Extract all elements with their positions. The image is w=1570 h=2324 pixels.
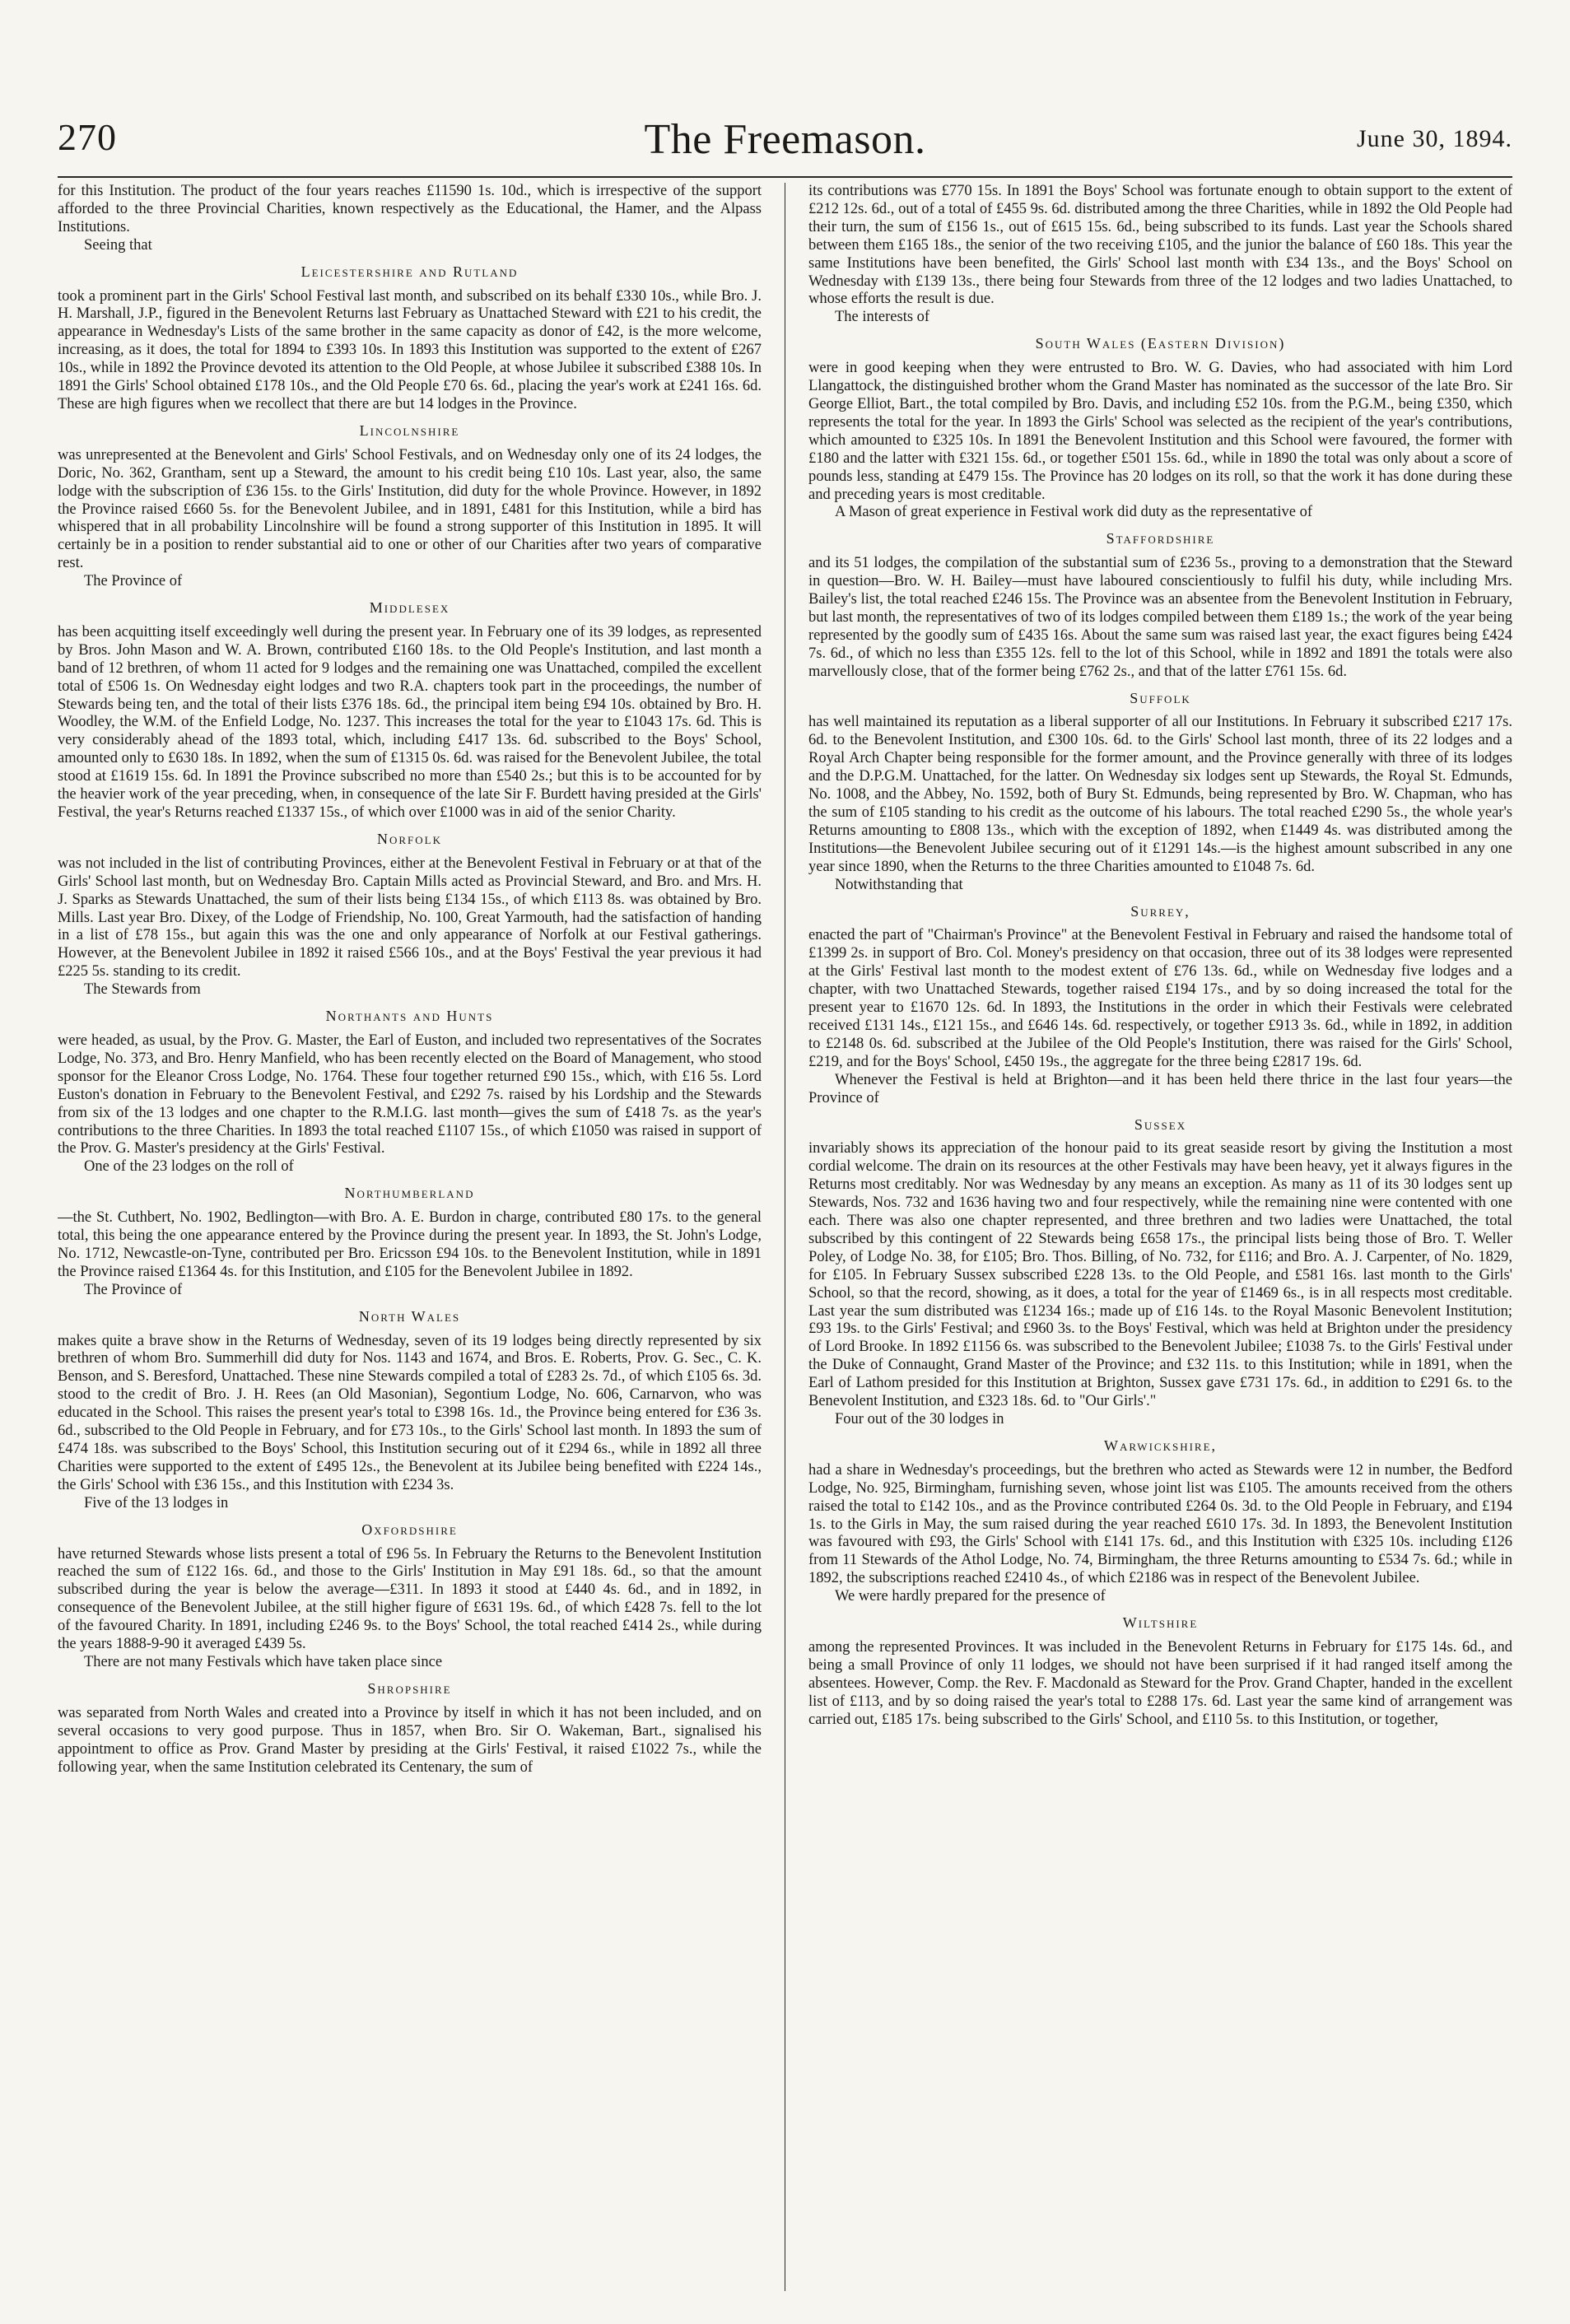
article-paragraph: its contributions was £770 15s. In 1891 the Boys' School was fortunate enough to obtain support to the extent of £212 12s. 6d., out of a total of £455 9s. 6d. distributed among the three Charities, while in 1892 the Old People had their turn, the sum of £156 1s., out of £615 15s. 6d., being subscribed to its funds. Last year the Schools shared between them £165 18s., the senior of the two receiving £105, and the junior the balance of £60 18s. This year the same Institutions have been benefited, the Girls' School last month with £34 13s., and the Boys' School on Wednesday with £139 13s., there being four Stewards from three of the 12 lodges and two ladies Unattached, to whose efforts the result is due. xyxy=(808,183,1512,308)
article-paragraph: has well maintained its reputation as a liberal supporter of all our Institutions. In February it subscribed £217 17s. 6d. to the Benevolent Institution, and £300 10s. 6d. to the Girls' School last month, three of its 22 lodges and a Royal Arch Chapter being responsible for the former amount, and the Province generally with three of its lodges and the D.P.G.M. Unattached, for the latter. On Wednesday six lodges sent up Stewards, the Royal St. Edmunds, No. 1008, and the Abbey, No. 1592, both of Bury St. Edmunds, being represented by Bro. W. Chapman, who has the sum of £105 standing to his credit as the outcome of his labours. The total reached £290 5s., the whole year's Returns amounting to £808 13s., which with the exception of 1892, when £1449 4s. was distributed among the Institutions—the Benevolent Jubilee securing out of it £1291 14s.—is the highest amount subscribed in any one year since 1890, when the Returns to the three Charities amounted to £1048 7s. 6d. xyxy=(808,714,1512,875)
section-heading: Sussex xyxy=(1134,1115,1187,1133)
article-paragraph: makes quite a brave show in the Returns of Wednesday, seven of its 19 lodges being directly represented by six brethren of whom Bro. Summerhill did duty for Nos. 1143 and 1674, and Bros. E. Roberts, Prov. G. Sec., C. K. Benson, and S. Beresford, Unattached. These nine Stewards compiled a total of £283 2s. 7d., of which £105 6s. 3d. stood to the credit of Bro. J. H. Rees (an Old Masonian), Segontium Lodge, No. 606, Carnarvon, who was educated in the School. This raises the present year's total to £398 16s. 1d., the Province being entered for £36 3s. 6d., subscribed to the Old People in February, and for £73 10s., to the Girls' School last month. In 1893 the sum of £474 18s. was subscribed to the Boys' School, this Institution securing out of it £294 6s., while in 1892 all three Charities were supported to the extent of £495 12s., the Benevolent at its Jubilee being benefited with £224 14s., the Girls' School with £36 15s., and this Institution with £234 3s. xyxy=(58,1332,762,1493)
article-paragraph: and its 51 lodges, the compilation of the substantial sum of £236 5s., proving to a demonstration that the Steward in question—Bro. W. H. Bailey—must have laboured conscientiously to fulfil his duty, while including Mrs. Bailey's list, the total reached £246 15s. The Province was an absentee from the Benevolent Institution in February, but last month, the representatives of two of its lodges compiled between them £189 1s.; the work of the year being represented by the goodly sum of £435 16s. About the same sum was raised last year, the exact figures being £424 7s. 6d., of which no less than £355 12s. fell to the lot of this School, while in 1892 and 1891 the totals were also marvellously close, that of the former being £762 2s., and that of the latter £761 15s. 6d. xyxy=(808,555,1512,680)
section-heading: Wiltshire xyxy=(1122,1614,1199,1632)
article-paragraph: have returned Stewards whose lists present a total of £96 5s. In February the Returns to the Benevolent Institution reached the sum of £122 16s. 6d., and those to the Girls' Institution in May £91 18s. 6d., so that the amount subscribed during the year is below the average—£311. In 1893 it stood at £440 4s. 6d., and in 1892, in consequence of the Benevolent Jubilee, at the still higher figure of £631 19s. 6d., of which £428 7s. fell to the lot of the favoured Charity. In 1891, including £246 9s. to the Boys' School, the total reached £414 2s., while during the years 1888-9-90 it averaged £439 5s. xyxy=(58,1545,762,1653)
article-paragraph: enacted the part of "Chairman's Province" at the Benevolent Festival in February and raised the handsome total of £1399 2s. in support of Bro. Col. Money's presidency on that occasion, three out of its 38 lodges were represented at the Girls' Festival last month to the modest extent of £76 13s. 6d., while on Wednesday five lodges and a chapter, with two Unattached Stewards, together raised £194 17s., and by so doing increased the total for the present year to £1670 12s. 6d. In 1893, the Institutions in the order in which their Festivals were celebrated received £131 14s., £121 15s., and £646 14s. 6d. respectively, or together £913 3s. 6d., while in 1892, in addition to £2148 0s. 6d. subscribed at the Jubilee of the Old People's Institution, there was raised for the Girls' School, £219, and for the Boys' School, £450 19s., the aggregate for the three being £2817 19s. 6d. xyxy=(808,927,1512,1070)
intro-line: One of the 23 lodges on the roll of xyxy=(84,1158,294,1176)
section-heading: North Wales xyxy=(358,1307,461,1325)
article-columns xyxy=(58,183,1512,2291)
section-heading: Shropshire xyxy=(367,1679,452,1697)
article-paragraph: was unrepresented at the Benevolent and Girls' School Festivals, and on Wednesday only one of its 24 lodges, the Doric, No. 362, Grantham, sent up a Steward, the amount to his credit being £10 10s. Last year, also, the same lodge with the subscription of £36 15s. to the Girls' Institution, did duty for the whole Province. However, in 1892 the Province raised £660 5s. for the Benevolent Jubilee, and in 1891, £481 for this Institution, while a bird has whispered that in all probability Lincolnshire will be found a strong supporter of this Institution in 1895. It will certainly be in a position to render substantial aid to one or other of our Charities after two years of comparative rest. xyxy=(58,446,762,572)
article-paragraph: —the St. Cuthbert, No. 1902, Bedlington—with Bro. A. E. Burdon in charge, contributed £80 17s. to the general total, this being the one appearance entered by the Province during the present year. In 1893, the St. John's Lodge, No. 1712, Newcastle-on-Tyne, contributed per Bro. Ericsson £94 10s. to the Benevolent Institution, while in 1891 the Province raised £1364 4s. for this Institution, and £105 for the Benevolent Jubilee in 1892. xyxy=(58,1209,762,1280)
section-heading: Suffolk xyxy=(1130,689,1191,706)
right-column xyxy=(808,183,1512,2291)
article-paragraph: had a share in Wednesday's proceedings, but the brethren who acted as Stewards were 12 in number, the Bedford Lodge, No. 925, Birmingham, furnishing seven, whose joint list was £105. The amounts received from the others raised the total to £142 10s., and as the Province contributed £264 0s. 3d. to the Old People in February, and £194 1s. to the Girls in May, the sum raised during the year reached £610 17s. 3d. In 1893, the Benevolent Institution was favoured with £93, the Girls' School with £141 17s. 6d., and this Institution with £325 10s. including £126 from 11 Stewards of the Athol Lodge, No. 74, Birmingham, the three Returns amounting to £534 7s. 6d.; while in 1892, the subscriptions reached £2410 4s., of which £2186 was in respect of the Benevolent Jubilee. xyxy=(808,1461,1512,1587)
section-heading: Surrey, xyxy=(1130,902,1190,920)
intro-line: There are not many Festivals which have taken place since xyxy=(84,1653,443,1670)
intro-line: Four out of the 30 lodges in xyxy=(835,1411,1004,1427)
intro-line: We were hardly prepared for the presence of xyxy=(835,1588,1106,1605)
page-number: 270 xyxy=(58,116,117,158)
issue-date: June 30, 1894. xyxy=(1357,125,1512,152)
section-heading: Northants and Hunts xyxy=(325,1008,494,1025)
article-paragraph: for this Institution. The product of the four years reaches £11590 1s. 10d., which is irrespective of the support afforded to the three Provincial Charities, known respectively as the Educational, the Hamer, and the Alpass Institutions. xyxy=(58,183,762,235)
section-heading: Leicestershire and Rutland xyxy=(300,263,519,280)
intro-line: Notwithstanding that xyxy=(835,876,963,893)
section-heading: Norfolk xyxy=(376,830,442,847)
section-heading: Warwickshire, xyxy=(1103,1437,1218,1454)
masthead xyxy=(58,115,1512,173)
article-paragraph: among the represented Provinces. It was included in the Benevolent Returns in February for £175 14s. 6d., and being a small Province of only 11 lodges, we should not have been surprised if it had ranged itself among the absentees. However, Comp. the Rev. F. Macdonald as Steward for the Prov. Grand Chapter, handed in the excellent list of £113, and by so doing raised the year's total to £288 17s. 6d. Last year the same kind of arrangement was carried out, £185 17s. being subscribed to the Girls' School, and £110 5s. to this Institution, or together, xyxy=(808,1638,1512,1728)
intro-line: The Province of xyxy=(84,1281,183,1298)
article-paragraph: took a prominent part in the Girls' School Festival last month, and subscribed on its behalf £330 10s., while Bro. J. H. Marshall, J.P., figured in the Benevolent Returns last February as Unattached Steward with £21 to his credit, the appearance in Wednesday's Lists of the same brother in the same capacity as donor of £42, is the more welcome, increasing, as it does, the total for 1894 to £393 10s. In 1893 this Institution was supported to the extent of £267 10s., while in 1892 the Province devoted its attention to the Old People, at whose Jubilee it subscribed £388 10s. In 1891 the Girls' School obtained £178 10s., and the Old People £70 6s. 6d., placing the year's work at £241 16s. 6d. These are high figures when we recollect that there are but 14 lodges in the Province. xyxy=(58,287,762,412)
intro-line: A Mason of great experience in Festival work did duty as the representative of xyxy=(835,504,1313,521)
article-paragraph: was not included in the list of contributing Provinces, either at the Benevolent Festival in February or at that of the Girls' School last month, but on Wednesday Bro. Captain Mills acted as Provincial Steward, and Bro. and Mrs. H. J. Sparks as Stewards Unattached, the sum of their lists being £134 15s., of which £113 8s. was obtained by Bro. Mills. Last year Bro. Dixey, of the Lodge of Friendship, No. 100, Great Yarmouth, had the satisfaction of handing in a list of £78 15s., but again this was the one and only appearance of Norfolk at our Festival gatherings. However, at the Benevolent Jubilee in 1892 it raised £566 10s., and at the Boys' Festival the year previous it had £225 5s. standing to its credit. xyxy=(58,855,762,980)
intro-line: The Province of xyxy=(84,573,183,590)
intro-line: The interests of xyxy=(835,309,930,326)
article-paragraph: invariably shows its appreciation of the honour paid to its great seaside resort by giving the Institution a most cordial welcome. The drain on its resources at the other Festivals may have been heavy, yet it always figures in the Returns most creditably. Nor was Wednesday by any means an exception. As many as 11 of its 30 lodges sent up Stewards, Nos. 732 and 1636 having two and four respectively, while the remaining nine were contented with one each. There was also one chapter represented, and three brethren and two ladies were Unattached, the total subscribed by this contingent of 22 Stewards being £658 17s., the principal lists being those of Bro. T. Weller Poley, of Lodge No. 38, for £105; Bro. Thos. Billing, of No. 732, for £116; and Bro. A. J. Carpenter, of No. 1829, for £105. In February Sussex subscribed £228 13s. to the Old People, and £581 16s. last month to the Girls' School, so that the record, showing, as it does, a total for the year of £1469 6s., is in all respects most creditable. Last year the sum distributed was £1234 16s.; made up of £16 14s. to the Royal Masonic Benevolent Institution; £93 19s. to the Girls' Festival; and £960 3s. to the Boys' Festival, which was held at Brighton under the presidency of Lord Brooke. In 1892 £1156 6s. was subscribed to the Benevolent Jubilee; £1038 7s. to the Girls' Festival under the Duke of Connaught, Grand Master of the Province; and £32 11s. to this Institution; while in 1891, when the Earl of Lathom presided for this Institution at Brighton, Sussex gave £731 17s. 6d., in addition to £291 6s. to the Benevolent Institution, and £323 18s. 6d. to "Our Girls'." xyxy=(808,1140,1512,1410)
intro-line: Seeing that xyxy=(84,236,152,254)
section-heading: South Wales (Eastern Division) xyxy=(1035,335,1286,352)
left-column xyxy=(58,183,762,2291)
article-paragraph: were in good keeping when they were entrusted to Bro. W. G. Davies, who had associated with him Lord Llangattock, the distinguished brother whom the Grand Master has nominated as the successor of the late Bro. Sir George Elliot, Bart., the total compiled by Bro. Davis, and including £52 10s. from the P.G.M., being £350, which represents the total for the year. In 1893 the Girls' School was selected as the recipient of the year's contributions, which amounted to £325 10s. In 1891 the Benevolent Institution and this School were favoured, the former with £180 and the latter with £321 15s. 6d., or together £501 15s. 6d., while in 1890 the total was only about a score of pounds less, standing at £479 15s. The Province has 20 lodges on its roll, so that the work it has done during these and preceding years is most creditable. xyxy=(808,360,1512,503)
article-paragraph: has been acquitting itself exceedingly well during the present year. In February one of its 39 lodges, as represented by Bros. John Mason and W. A. Brown, contributed £160 18s. to the Old People's Institution, and last month a band of 12 brethren, of whom 11 acted for 9 lodges and the remaining one was Unattached, compiled the excellent total of £506 1s. On Wednesday eight lodges and two R.A. chapters took part in the proceedings, the number of Stewards being ten, and the total of their lists £376 18s. 6d., the principal item being £94 10s. obtained by Bro. H. Woodley, the W.M. of the Enfield Lodge, No. 1237. This increases the total for the year to £1043 17s. 6d. This is very considerably ahead of the 1893 total, which, including £417 13s. 6d. subscribed to the Boys' School, amounted only to £630 18s. In 1892, when the sum of £1315 0s. 6d. was raised for the Benevolent Jubilee, the total stood at £1619 15s. 6d. In 1891 the Province subscribed no more than £540 2s.; but this is to be accounted for by the heavier work of the year preceding, when, in consequence of the late Sir F. Burdett having presided at the Girls' Festival, the year's Returns reached £1337 15s., of which over £1000 was in aid of the senior Charity. xyxy=(58,623,762,821)
article-paragraph: were headed, as usual, by the Prov. G. Master, the Earl of Euston, and included two representatives of the Socrates Lodge, No. 373, and Bro. Henry Manfield, who has been recently elected on the Board of Management, who stood sponsor for the Eleanor Cross Lodge, No. 1764. These four together returned £90 15s., which, with £16 5s. Lord Euston's donation in February to the Benevolent Festival, and £292 7s. raised by his Lordship and the Stewards from six of the 13 lodges and one chapter to the R.M.I.G. last month—gives the sum of £418 7s. as the year's contributions to the three Charities. In 1893 the total reached £1107 15s., of which £1050 was raised in support of the Prov. G. Master's presidency at the Girls' Festival. xyxy=(58,1032,762,1157)
intro-line: The Stewards from xyxy=(84,981,201,999)
newspaper-title: The Freemason. xyxy=(644,116,926,163)
intro-line: Five of the 13 lodges in xyxy=(84,1494,229,1511)
section-heading: Oxfordshire xyxy=(361,1521,458,1538)
article-paragraph: was separated from North Wales and created into a Province by itself in which it has not been included, and on several occasions to very good purpose. Thus in 1857, when Bro. Sir O. Wakeman, Bart., signalised his appointment to office as Prov. Grand Master by presiding at the Girls' Festival, it raised £1022 7s., while the following year, when the same Institution celebrated its Centenary, the sum of xyxy=(58,1704,762,1776)
section-heading: Northumberland xyxy=(344,1185,475,1202)
header-rule xyxy=(58,176,1512,178)
section-heading: Lincolnshire xyxy=(359,421,460,439)
section-heading: Middlesex xyxy=(369,599,450,617)
intro-line: Whenever the Festival is held at Brighton—and it has been held there thrice in the last four years—the Province of xyxy=(808,1071,1512,1106)
section-heading: Staffordshire xyxy=(1106,530,1215,547)
